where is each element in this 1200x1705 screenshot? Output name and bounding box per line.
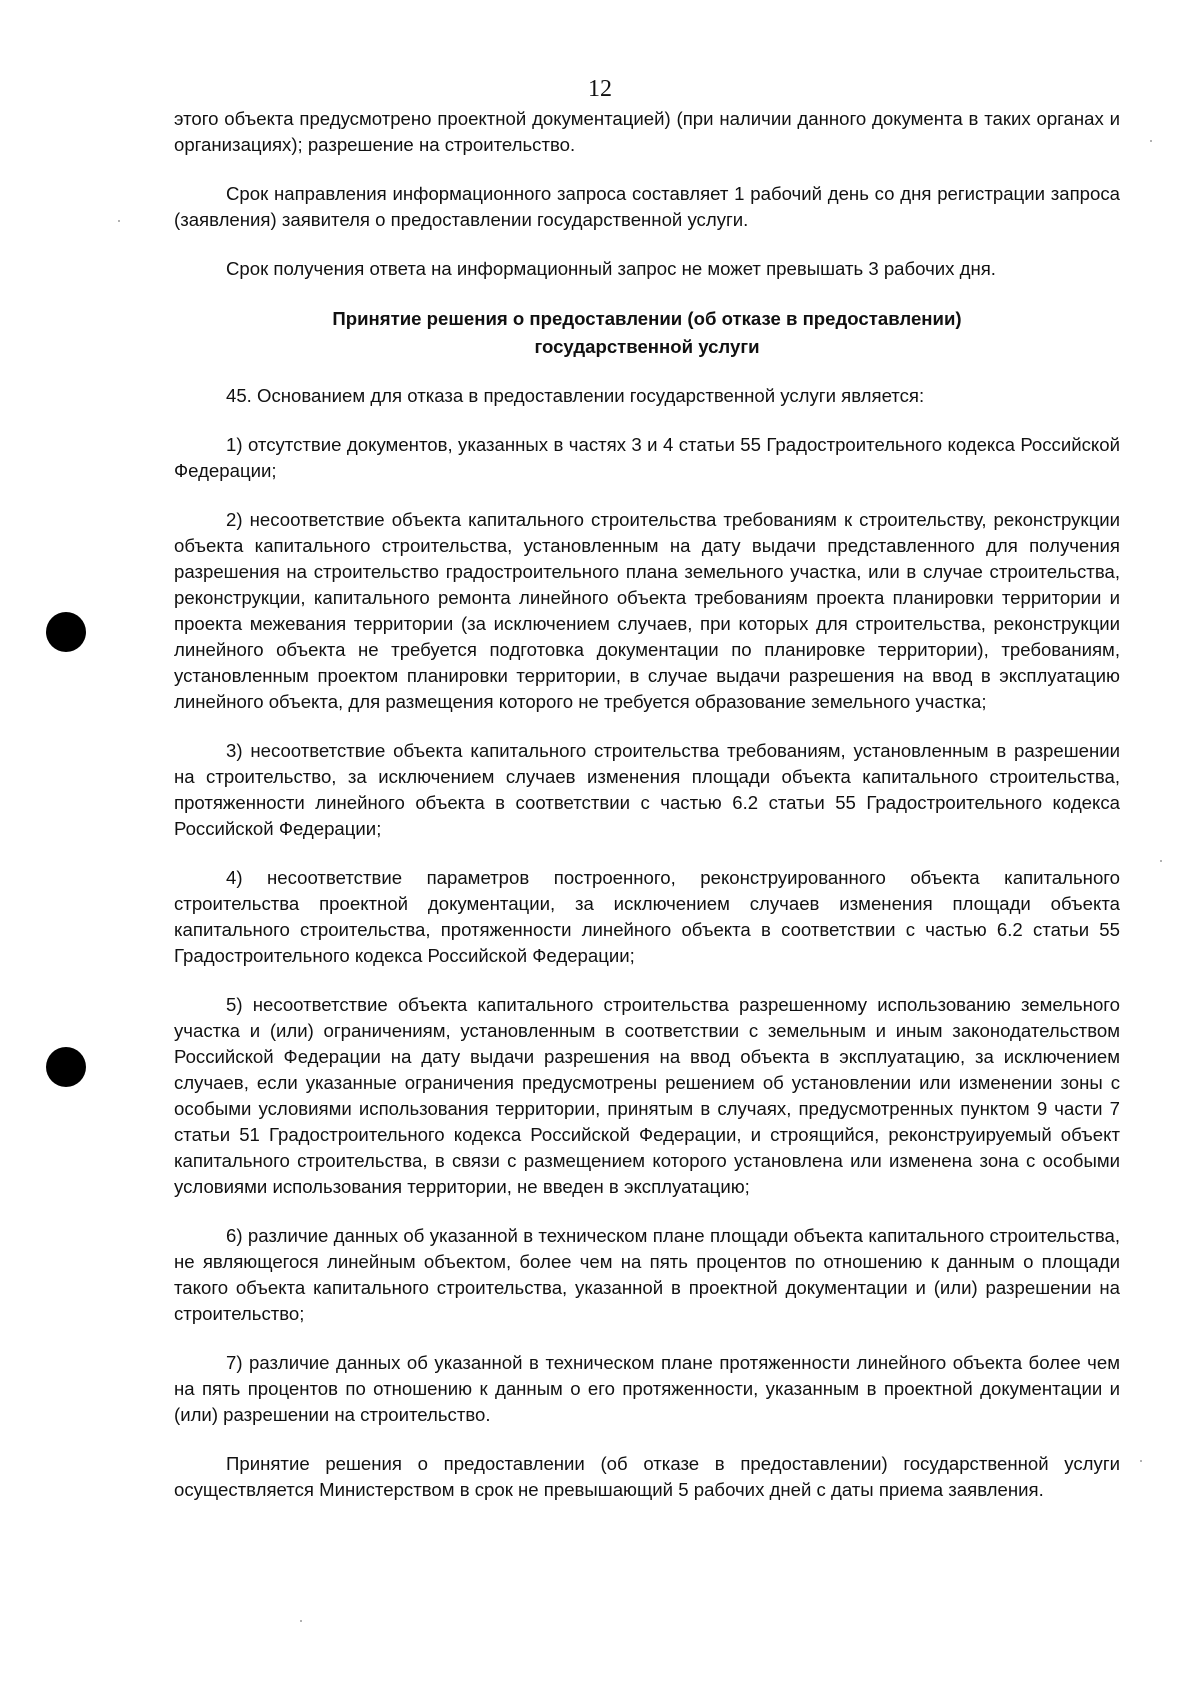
scan-speck: [300, 1620, 302, 1622]
section-heading: [174, 305, 1120, 361]
scan-speck: [118, 220, 120, 222]
document-body: [174, 106, 1120, 1526]
punch-hole-lower: [46, 1047, 86, 1087]
punch-hole-upper: [46, 612, 86, 652]
scan-speck: [1150, 140, 1152, 142]
section-heading-line1: Принятие решения о предоставлении (об отказе в предоставлении): [332, 308, 962, 329]
list-item-3: 3) несоответствие объекта капитального строительства требованиям, установленным в разрешении на строительство, за исключением случаев изменения площади объекта капитального строительства, протяженности линейного объекта в соответствии с частью 6.2 статьи 55 Градостроительного кодекса Российской Федерации;: [174, 740, 1120, 839]
list-item-2: 2) несоответствие объекта капитального строительства требованиям к строительству, реконструкции объекта капитального строительства, установленным на дату выдачи представленного для получения разрешения на строительство градостроительного плана земельного участка, или в случае строительства, реконструкции, капитального ремонта линейного объекта требованиям проекта планировки территории и проекта межевания территории (за исключением случаев, при которых для строительства, реконструкции линейного объекта не требуется подготовка документации по планировке территории), требованиям, установленным проектом планировки территории, в случае выдачи разрешения на ввод в эксплуатацию линейного объекта, для размещения которого не требуется образование земельного участка;: [174, 509, 1120, 712]
paragraph-45: 45. Основанием для отказа в предоставлении государственной услуги является:: [226, 385, 925, 406]
paragraph-request-deadline: Срок направления информационного запроса составляет 1 рабочий день со дня регистрации запроса (заявления) заявителя о предоставлении государственной услуги.: [174, 183, 1120, 230]
scan-speck: [1160, 860, 1162, 862]
list-item-1: 1) отсутствие документов, указанных в частях 3 и 4 статьи 55 Градостроительного кодекса Российской Федерации;: [174, 434, 1120, 481]
paragraph-continuation: этого объекта предусмотрено проектной документацией) (при наличии данного документа в таких органах и организациях); разрешение на строительство.: [174, 108, 1120, 155]
list-item-4: 4) несоответствие параметров построенного, реконструированного объекта капитального строительства проектной документации, за исключением случаев изменения площади объекта капитального строительства, протяженности линейного объекта в соответствии с частью 6.2 статьи 55 Градостроительного кодекса Российской Федерации;: [174, 867, 1120, 966]
list-item-5: 5) несоответствие объекта капитального строительства разрешенному использованию земельного участка и (или) ограничениям, установленным в соответствии с земельным и иным законодательством Российской Федерации на дату выдачи разрешения на ввод объекта в эксплуатацию, за исключением случаев, если указанные ограничения предусмотрены решением об установлении или изменении зоны с особыми условиями использования территории, принятым в случаях, предусмотренных пунктом 9 части 7 статьи 51 Градостроительного кодекса Российской Федерации, и строящийся, реконструируемый объект капитального строительства, в связи с размещением которого установлена или изменена зона с особыми условиями использования территории, не введен в эксплуатацию;: [174, 994, 1120, 1197]
paragraph-decision-deadline: Принятие решения о предоставлении (об отказе в предоставлении) государственной услуги осуществляется Министерством в срок не превышающий 5 рабочих дней с даты приема заявления.: [174, 1453, 1120, 1500]
section-heading-line2: государственной услуги: [534, 336, 760, 357]
page-number: 12: [588, 76, 612, 102]
scan-speck: [1140, 1460, 1142, 1462]
list-item-6: 6) различие данных об указанной в техническом плане площади объекта капитального строительства, не являющегося линейным объектом, более чем на пять процентов по отношению к данным о площади такого объекта капитального строительства, указанной в проектной документации и (или) разрешении на строительство;: [174, 1225, 1120, 1324]
list-item-7: 7) различие данных об указанной в техническом плане протяженности линейного объекта более чем на пять процентов по отношению к данным о его протяженности, указанным в проектной документации и (или) разрешении на строительство.: [174, 1352, 1120, 1425]
paragraph-response-deadline: Срок получения ответа на информационный запрос не может превышать 3 рабочих дня.: [226, 258, 996, 279]
